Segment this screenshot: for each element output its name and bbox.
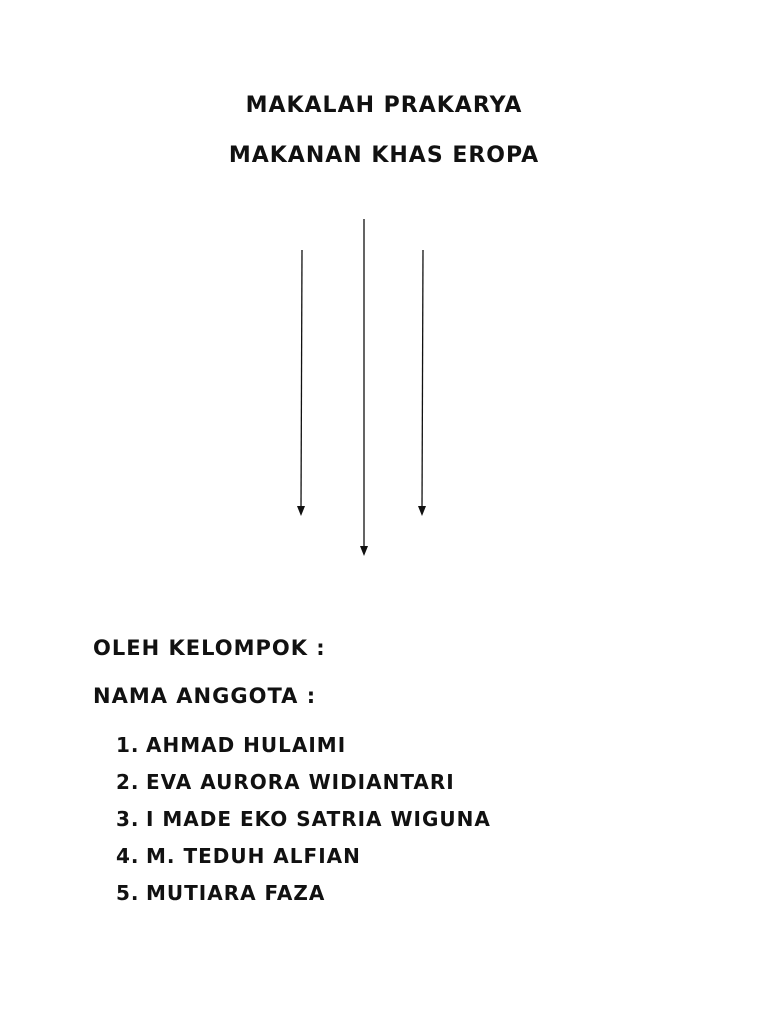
list-item [116, 731, 491, 768]
member-name: M. TEDUH ALFIAN [146, 844, 361, 868]
list-item [116, 842, 491, 879]
member-name: EVA AURORA WIDIANTARI [146, 770, 455, 794]
list-number: 1. [116, 733, 140, 757]
list-number: 3. [116, 807, 140, 831]
list-item [116, 768, 491, 805]
down-arrow-icon [360, 219, 368, 556]
down-arrow-icon [418, 250, 426, 516]
list-number: 4. [116, 844, 140, 868]
document-subtitle: MAKANAN KHAS EROPA [228, 143, 540, 168]
member-name: AHMAD HULAIMI [146, 733, 347, 757]
members-label: NAMA ANGGOTA : [93, 684, 317, 708]
members-list [116, 731, 491, 916]
member-name: MUTIARA FAZA [146, 881, 326, 905]
document-title: MAKALAH PRAKARYA [245, 93, 523, 118]
list-number: 2. [116, 770, 140, 794]
down-arrow-icon [297, 250, 305, 516]
member-name: I MADE EKO SATRIA WIGUNA [146, 807, 491, 831]
list-item [116, 879, 491, 916]
list-item [116, 805, 491, 842]
group-label: OLEH KELOMPOK : [93, 636, 326, 660]
list-number: 5. [116, 881, 140, 905]
